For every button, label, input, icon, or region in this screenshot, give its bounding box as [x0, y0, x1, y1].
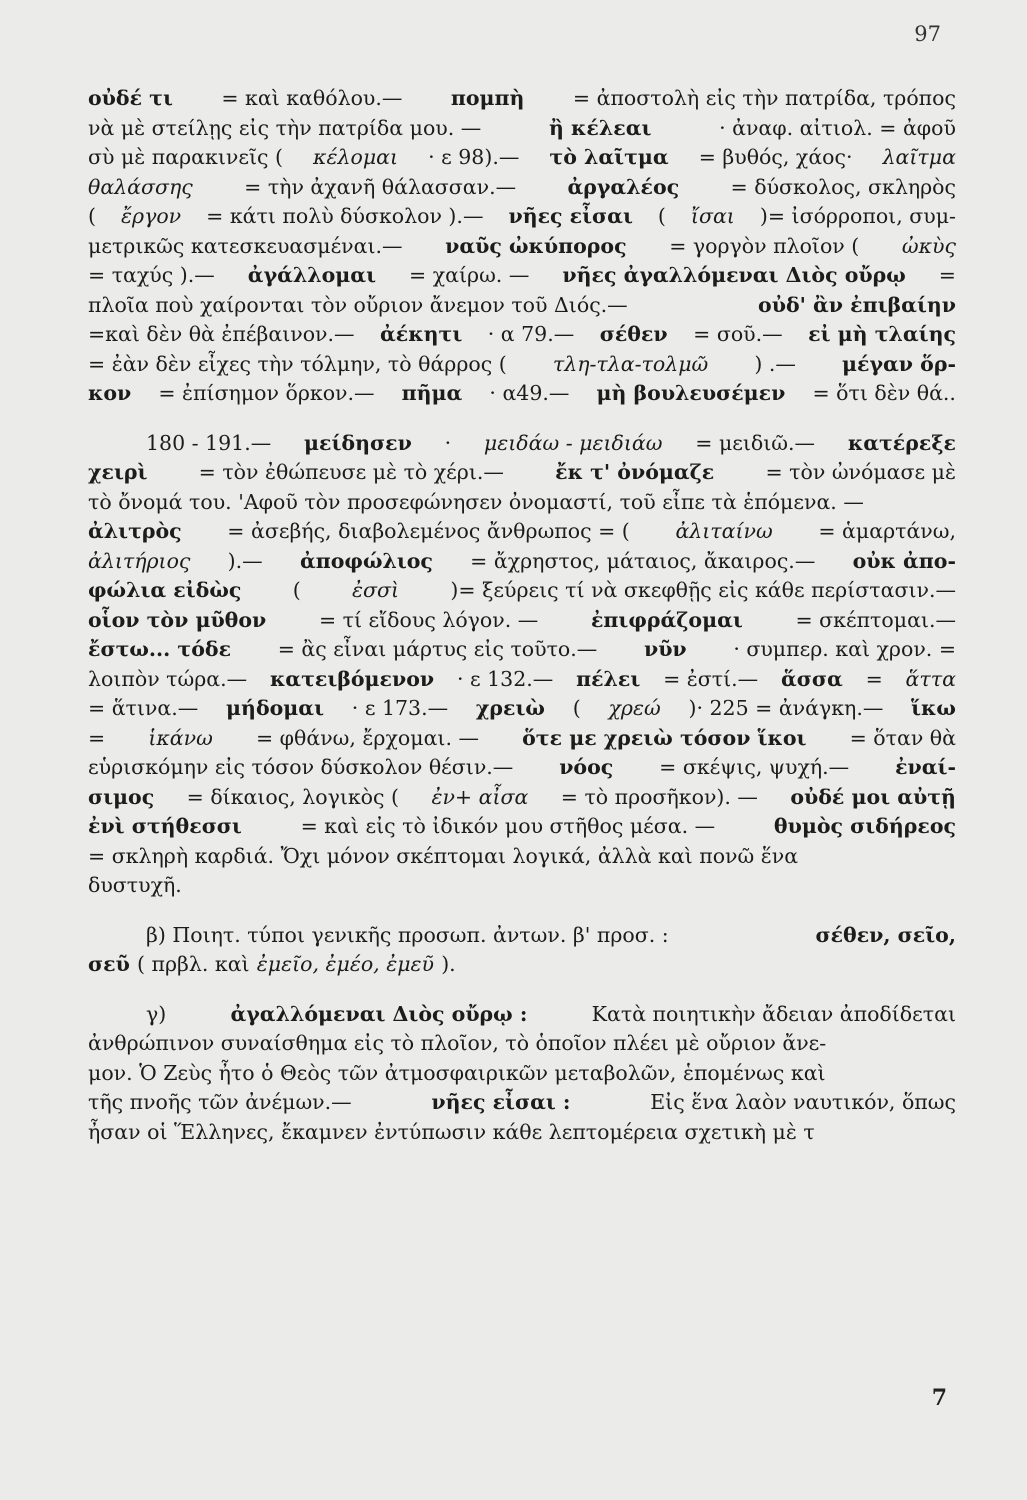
- text-segment: · ε 98).—: [428, 145, 520, 169]
- italic-term: κέλομαι: [313, 145, 399, 169]
- text-line: [88, 114, 956, 144]
- text-line: [88, 202, 956, 232]
- text-segment: · ε 173.—: [351, 696, 449, 720]
- text-segment: (: [572, 696, 581, 720]
- paragraph-gap: [88, 980, 956, 1000]
- paragraph-note-c: [88, 1000, 956, 1148]
- italic-term: ἱκάνω: [148, 725, 213, 750]
- lemma-term: ἀποφώλιος: [299, 548, 433, 573]
- text-segment: ἦσαν οἱ Ἕλληνες, ἔκαμνεν ἐντύπωσιν κάθε λεπτομέρεια σχετικὴ μὲ τ: [88, 1119, 815, 1144]
- text-line: [88, 871, 956, 901]
- lemma-term: κον: [88, 381, 132, 405]
- text-segment: νὰ μὲ στείλῃς εἰς τὴν πατρίδα μου. —: [88, 115, 482, 140]
- text-line: [88, 1059, 956, 1089]
- lemma-term: ἔκ τ' ὀνόμαζε: [555, 460, 715, 484]
- text-line: [88, 547, 956, 577]
- text-segment: · α49.—: [489, 381, 570, 405]
- text-line: [88, 379, 956, 409]
- text-segment: = ἁμαρτάνω,: [818, 519, 956, 543]
- text-line: [88, 232, 956, 262]
- text-segment: Εἰς ἕνα λαὸν ναυτικόν, ὅπως: [650, 1090, 956, 1114]
- text-segment: = τὸ προσῆκον). —: [560, 784, 758, 809]
- text-segment: μετρικῶς κατεσκευασμέναι.—: [88, 233, 403, 258]
- text-segment: ).: [441, 952, 456, 976]
- text-segment: λοιπὸν τώρα.—: [88, 666, 248, 691]
- lemma-term: ἀργαλέος: [567, 174, 680, 199]
- italic-term: χρεώ: [608, 696, 661, 720]
- text-segment: σὺ μὲ παρακινεῖς (: [88, 145, 283, 169]
- text-segment: εὑρισκόμην εἰς τόσον δύσκολον θέσιν.—: [88, 755, 514, 779]
- italic-term: ἐμεῖο, ἐμέο, ἐμεῦ: [256, 952, 435, 976]
- text-line: [88, 458, 956, 488]
- text-segment: = καὶ καθόλου.—: [221, 86, 403, 110]
- lemma-term: μὴ βουλευσέμεν: [596, 381, 786, 405]
- italic-term: ἀλιτήριος: [88, 548, 191, 573]
- italic-term: ἐν+ αἶσα: [431, 784, 529, 809]
- text-segment: )= ξεύρεις τί νὰ σκεφθῇς εἰς κάθε περίστασιν.—: [450, 578, 956, 602]
- lemma-term: κατειβόμενον: [269, 666, 435, 691]
- lemma-term: μήδομαι: [226, 696, 324, 720]
- lemma-term: ὅτε με χρειὼ τόσον ἵκοι: [522, 725, 807, 750]
- paragraph-gap: [88, 409, 956, 429]
- text-line: [88, 261, 956, 291]
- lemma-term: ἐνὶ στήθεσσι: [88, 814, 242, 838]
- text-segment: = ἐπίσημον ὅρκον.—: [158, 381, 375, 405]
- text-segment: · α 79.—: [487, 322, 575, 346]
- text-segment: = σκέπτομαι.—: [795, 607, 956, 632]
- italic-term: μειδάω - μειδιάω: [483, 430, 663, 455]
- text-segment: )· 225 = ἀνάγκη.—: [688, 696, 884, 720]
- lemma-term: σέθεν: [599, 322, 668, 346]
- italic-term: ἐσσὶ: [352, 578, 400, 602]
- text-segment: = σκληρὴ καρδιά. Ὄχι μόνον σκέπτομαι λογικά, ἀλλὰ καὶ πονῶ ἕνα: [88, 843, 799, 868]
- text-segment: =: [865, 666, 883, 691]
- text-segment: = ταχύς ).—: [88, 263, 215, 287]
- lemma-term: ἀλιτρὸς: [88, 519, 182, 543]
- text-line: [88, 1118, 956, 1148]
- text-line: [88, 1088, 956, 1118]
- text-line: [88, 950, 956, 980]
- text-segment: = σοῦ.—: [693, 322, 783, 346]
- text-line: [88, 291, 956, 321]
- lemma-term: κατέρεξε: [847, 430, 956, 455]
- lemma-term: χρειὼ: [475, 696, 545, 720]
- text-line: [88, 1000, 956, 1030]
- lemma-term: νῆες εἶσαι: [508, 204, 633, 228]
- text-segment: 180 - 191.—: [146, 430, 272, 455]
- text-segment: τὸ ὄνομά του. 'Αφοῦ τὸν προσεφώνησεν ὀνομαστί, τοῦ εἶπε τὰ ἑπόμενα. —: [88, 489, 864, 514]
- text-line: [88, 517, 956, 547]
- text-segment: (: [88, 204, 96, 228]
- text-segment: =: [938, 263, 956, 287]
- text-line: [88, 842, 956, 872]
- lemma-term: ἵκω: [911, 696, 956, 720]
- text-line: [88, 812, 956, 842]
- text-segment: (: [292, 578, 301, 602]
- text-segment: = δύσκολος, σκληρὸς: [730, 174, 956, 199]
- text-line: [88, 173, 956, 203]
- text-segment: = ἂς εἶναι μάρτυς εἰς τοῦτο.—: [277, 637, 598, 661]
- text-segment: = σκέψις, ψυχή.—: [659, 755, 850, 779]
- lemma-term: ἀέκητι: [380, 322, 463, 346]
- lemma-term: ἀγαλλόμεναι Διὸς οὔρῳ :: [230, 1001, 528, 1026]
- lemma-term: νῆες εἶσαι :: [431, 1090, 571, 1114]
- text-segment: = τὸν ὠνόμασε μὲ: [765, 460, 956, 484]
- text-segment: = γοργὸν πλοῖον (: [669, 233, 860, 258]
- text-line: [88, 488, 956, 518]
- italic-term: ἔργον: [121, 204, 182, 228]
- text-line: [88, 783, 956, 813]
- italic-term: ἀλιταίνω: [675, 519, 773, 543]
- text-line: [88, 606, 956, 636]
- text-segment: = δίκαιος, λογικὸς (: [186, 784, 400, 809]
- lemma-term: εἰ μὴ τλαίης: [808, 322, 956, 346]
- text-segment: πλοῖα ποὺ χαίρονται τὸν οὔριον ἄνεμον τοῦ Διός.—: [88, 292, 628, 317]
- text-segment: = ἀσεβής, διαβολεμένος ἄνθρωπος = (: [227, 519, 630, 543]
- paragraph-note-b: [88, 921, 956, 980]
- text-segment: )= ἰσόρροποι, συμ-: [759, 204, 956, 228]
- italic-term: θαλάσσης: [88, 174, 193, 199]
- text-line: [88, 576, 956, 606]
- text-segment: · ε 132.—: [456, 666, 554, 691]
- text-segment: = ἀποστολὴ εἰς τὴν πατρίδα, τρόπος: [572, 86, 956, 110]
- text-segment: = ὅταν θὰ: [849, 725, 956, 750]
- text-segment: =καὶ δὲν θὰ ἐπέβαινον.—: [88, 322, 355, 346]
- lemma-term: μείδησεν: [304, 430, 412, 455]
- text-segment: = βυθός, χάος·: [698, 145, 853, 169]
- text-line: [88, 635, 956, 665]
- lemma-term: πομπὴ: [450, 86, 525, 110]
- italic-term: λαῖτμα: [882, 145, 956, 169]
- text-segment: ἀνθρώπινον συναίσθημα εἰς τὸ πλοῖον, τὸ ὁποῖον πλέει μὲ οὔριον ἄνε-: [88, 1031, 827, 1055]
- text-segment: = ἄχρηστος, μάταιος, ἄκαιρος.—: [470, 548, 816, 573]
- lemma-term: τὸ λαῖτμα: [549, 145, 669, 169]
- lemma-term: σέθεν, σεῖο,: [815, 922, 956, 947]
- lemma-term: οὐδέ μοι αὐτῇ: [790, 784, 956, 809]
- lemma-term: οὐκ ἀπο-: [852, 548, 956, 573]
- text-segment: δυστυχῆ.: [88, 873, 182, 897]
- text-segment: = ἅτινα.—: [88, 696, 199, 720]
- text-segment: = τὴν ἀχανῆ θάλασσαν.—: [244, 174, 517, 199]
- text-segment: ( πρβλ. καὶ: [136, 952, 250, 976]
- lemma-term: φώλια εἰδὼς: [88, 578, 242, 602]
- text-line: [88, 724, 956, 754]
- lemma-term: ἐναί-: [895, 755, 956, 779]
- italic-term: ἴσαι: [690, 204, 735, 228]
- lemma-term: πέλει: [576, 666, 641, 691]
- paragraph-glossary-2: [88, 429, 956, 901]
- text-line: [88, 143, 956, 173]
- lemma-term: ἀγάλλομαι: [247, 263, 377, 287]
- text-segment: = φθάνω, ἔρχομαι. —: [255, 725, 479, 750]
- lemma-term: μέγαν ὅρ-: [842, 351, 956, 376]
- text-segment: Κατὰ ποιητικὴν ἄδειαν ἀποδίδεται: [591, 1001, 956, 1026]
- text-segment: μον. Ὁ Ζεὺς ἦτο ὁ Θεὸς τῶν ἀτμοσφαιρικῶν μεταβολῶν, ἑπομένως καὶ: [88, 1060, 826, 1085]
- text-segment: =: [88, 725, 106, 750]
- italic-term: ἅττα: [905, 666, 956, 691]
- text-line: [88, 1029, 956, 1059]
- italic-term: ὠκὺς: [901, 233, 956, 258]
- text-segment: · ἀναφ. αἰτιολ. = ἀφοῦ: [719, 115, 956, 140]
- text-line: [88, 84, 956, 114]
- lemma-term: θυμὸς σιδήρεος: [773, 814, 956, 838]
- text-line: [88, 921, 956, 951]
- text-segment: ) .—: [754, 351, 796, 376]
- text-segment: = τὸν ἐθώπευσε μὲ τὸ χέρι.—: [198, 460, 504, 484]
- text-segment: (: [657, 204, 666, 228]
- text-segment: γ): [146, 1001, 167, 1026]
- text-segment: · συμπερ. καὶ χρον. =: [733, 637, 956, 661]
- text-segment: ).—: [227, 548, 263, 573]
- text-line: [88, 429, 956, 459]
- lemma-term: χειρὶ: [88, 460, 148, 484]
- text-segment: = μειδιῶ.—: [695, 430, 816, 455]
- lemma-term: πῆμα: [401, 381, 463, 405]
- paragraph-gap: [88, 901, 956, 921]
- lemma-term: σεῦ: [88, 952, 130, 976]
- lemma-term: ναῦς ὠκύπορος: [445, 233, 627, 258]
- text-line: [88, 694, 956, 724]
- text-segment: ·: [444, 430, 452, 455]
- page-number: 97: [914, 22, 941, 46]
- lemma-term: σιμος: [88, 784, 155, 809]
- text-line: [88, 350, 956, 380]
- lemma-term: οἷον τὸν μῦθον: [88, 607, 267, 632]
- text-segment: = ἐὰν δὲν εἶχες τὴν τόλμην, τὸ θάρρος (: [88, 351, 507, 376]
- italic-term: τλη-τλα-τολμῶ: [552, 351, 709, 376]
- lemma-term: ἔστω... τόδε: [88, 637, 232, 661]
- text-line: [88, 753, 956, 783]
- text-line: [88, 665, 956, 695]
- paragraph-glossary-1: [88, 84, 956, 409]
- lemma-term: νόος: [559, 755, 614, 779]
- lemma-term: ἐπιφράζομαι: [590, 607, 743, 632]
- lemma-term: νῆες ἀγαλλόμεναι Διὸς οὔρῳ: [562, 263, 906, 287]
- text-segment: τῆς πνοῆς τῶν ἀνέμων.—: [88, 1090, 352, 1114]
- lemma-term: νῦν: [643, 637, 687, 661]
- signature-mark: 7: [931, 1385, 947, 1411]
- lemma-term: οὐδέ τι: [88, 86, 173, 110]
- text-segment: = τί εἴδους λόγον. —: [318, 607, 539, 632]
- lemma-term: οὐδ' ἂν ἐπιβαίην: [758, 292, 956, 317]
- text-segment: β) Ποιητ. τύποι γενικῆς προσωπ. ἀντων. β' προσ. :: [146, 922, 669, 947]
- text-segment: = χαίρω. —: [409, 263, 530, 287]
- text-segment: = ὅτι δὲν θά..: [812, 381, 956, 405]
- text-segment: = καὶ εἰς τὸ ἰδικόν μου στῆθος μέσα. —: [300, 814, 716, 838]
- page-body: [88, 84, 956, 1147]
- text-segment: = κάτι πολὺ δύσκολον ).—: [206, 204, 484, 228]
- text-segment: = ἐστί.—: [663, 666, 759, 691]
- lemma-term: ἅσσα: [780, 666, 843, 691]
- lemma-term: ἢ κέλεαι: [548, 115, 652, 140]
- text-line: [88, 320, 956, 350]
